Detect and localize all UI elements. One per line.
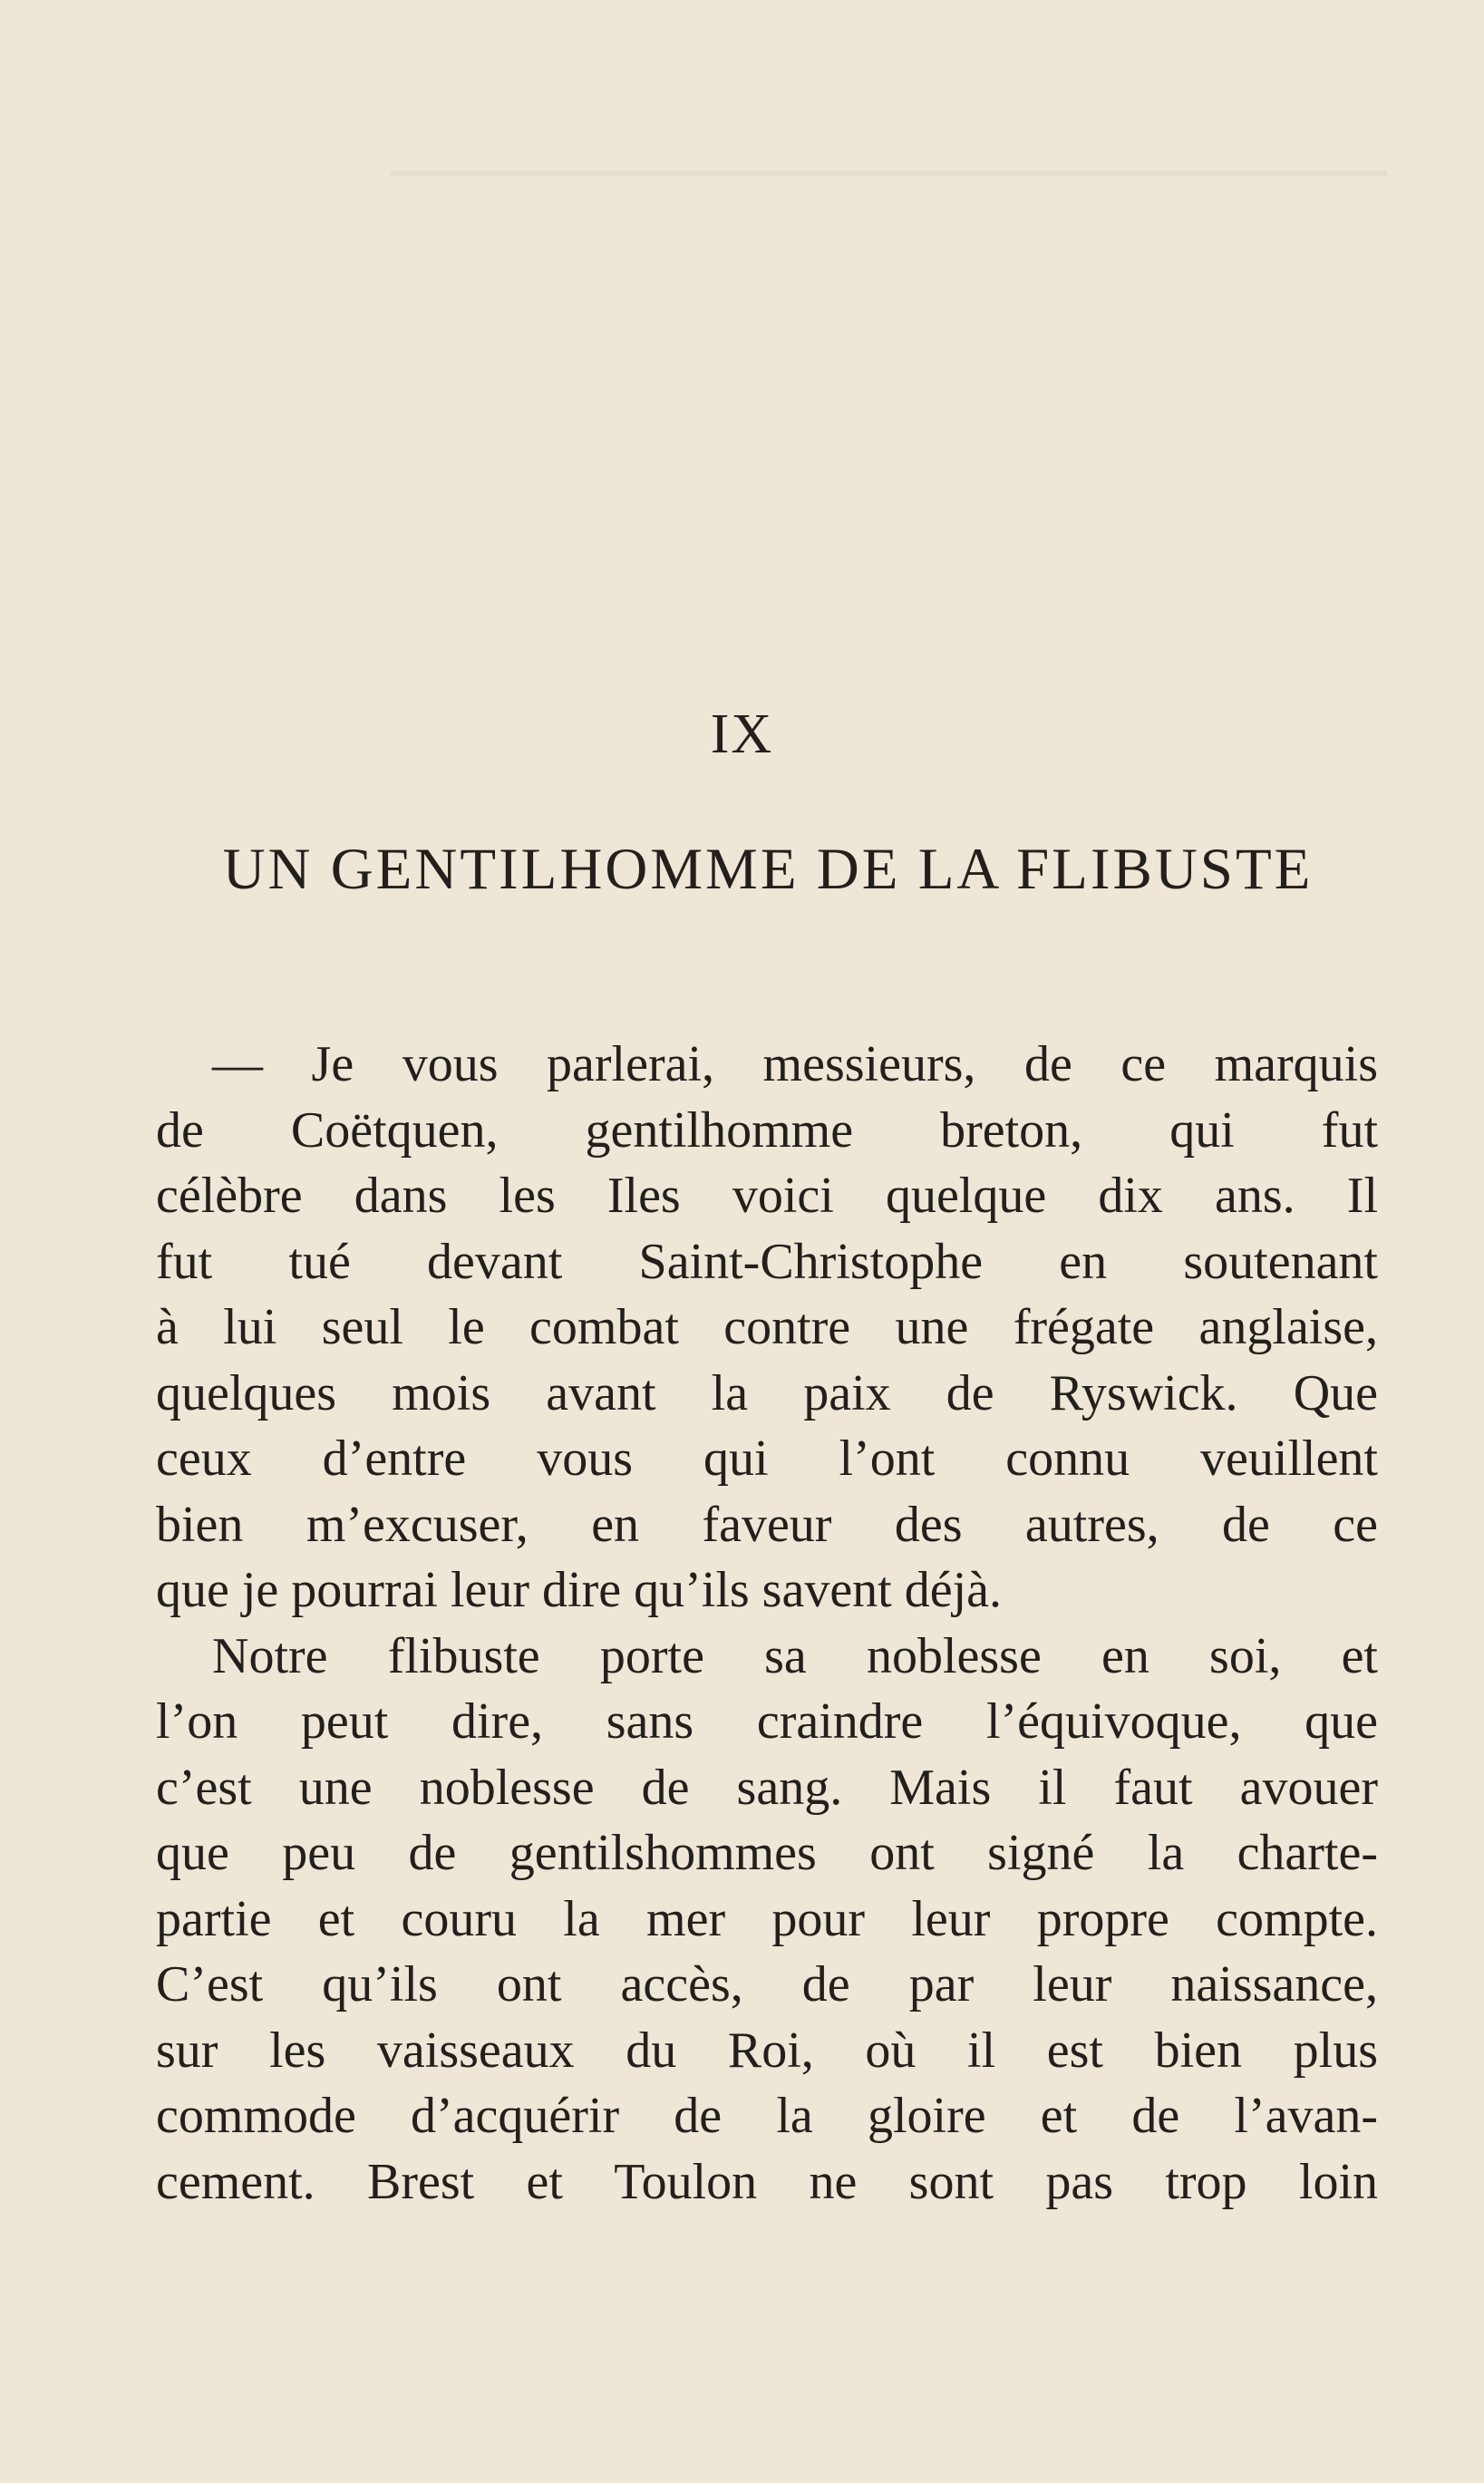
text-line: que je pourrai leur dire qu’ils savent déjà. xyxy=(156,1562,1002,1618)
text-line: à lui seul le combat contre une frégate anglaise, xyxy=(156,1299,1378,1355)
text-line: partie et couru la mer pour leur propre compte. xyxy=(156,1890,1378,1947)
text-line: ceux d’entre vous qui l’ont connu veuillent xyxy=(156,1431,1378,1487)
text-line: Notre flibuste porte sa noblesse en soi, et xyxy=(212,1627,1378,1684)
text-line: bien m’excuser, en faveur des autres, de ce xyxy=(156,1496,1378,1553)
bleed-through-decoration xyxy=(344,154,1387,1061)
text-line: célèbre dans les Iles voici quelque dix ans. Il xyxy=(156,1168,1378,1224)
chapter-number: IX xyxy=(710,703,774,765)
text-line: que peu de gentilshommes ont signé la charte- xyxy=(156,1825,1378,1881)
text-line: commode d’acquérir de la gloire et de l’avan- xyxy=(156,2088,1378,2144)
text-line: C’est qu’ils ont accès, de par leur naissance, xyxy=(156,1956,1378,2013)
chapter-title: UN GENTILHOMME DE LA FLIBUSTE xyxy=(222,837,1314,902)
text-line: sur les vaisseaux du Roi, où il est bien plus xyxy=(156,2022,1378,2079)
text-line: — Je vous parlerai, messieurs, de ce marquis xyxy=(212,1036,1378,1092)
text-line: de Coëtquen, gentilhomme breton, qui fut xyxy=(156,1101,1378,1159)
text-line: c’est une noblesse de sang. Mais il faut avouer xyxy=(156,1759,1378,1816)
text-line: quelques mois avant la paix de Ryswick. Que xyxy=(156,1364,1378,1421)
body-text xyxy=(156,1032,1378,2215)
text-line: cement. Brest et Toulon ne sont pas trop loin xyxy=(156,2153,1378,2210)
text-line: fut tué devant Saint-Christophe en soutenant xyxy=(156,1233,1378,1290)
text-line: l’on peut dire, sans craindre l’équivoque, que xyxy=(156,1693,1378,1750)
